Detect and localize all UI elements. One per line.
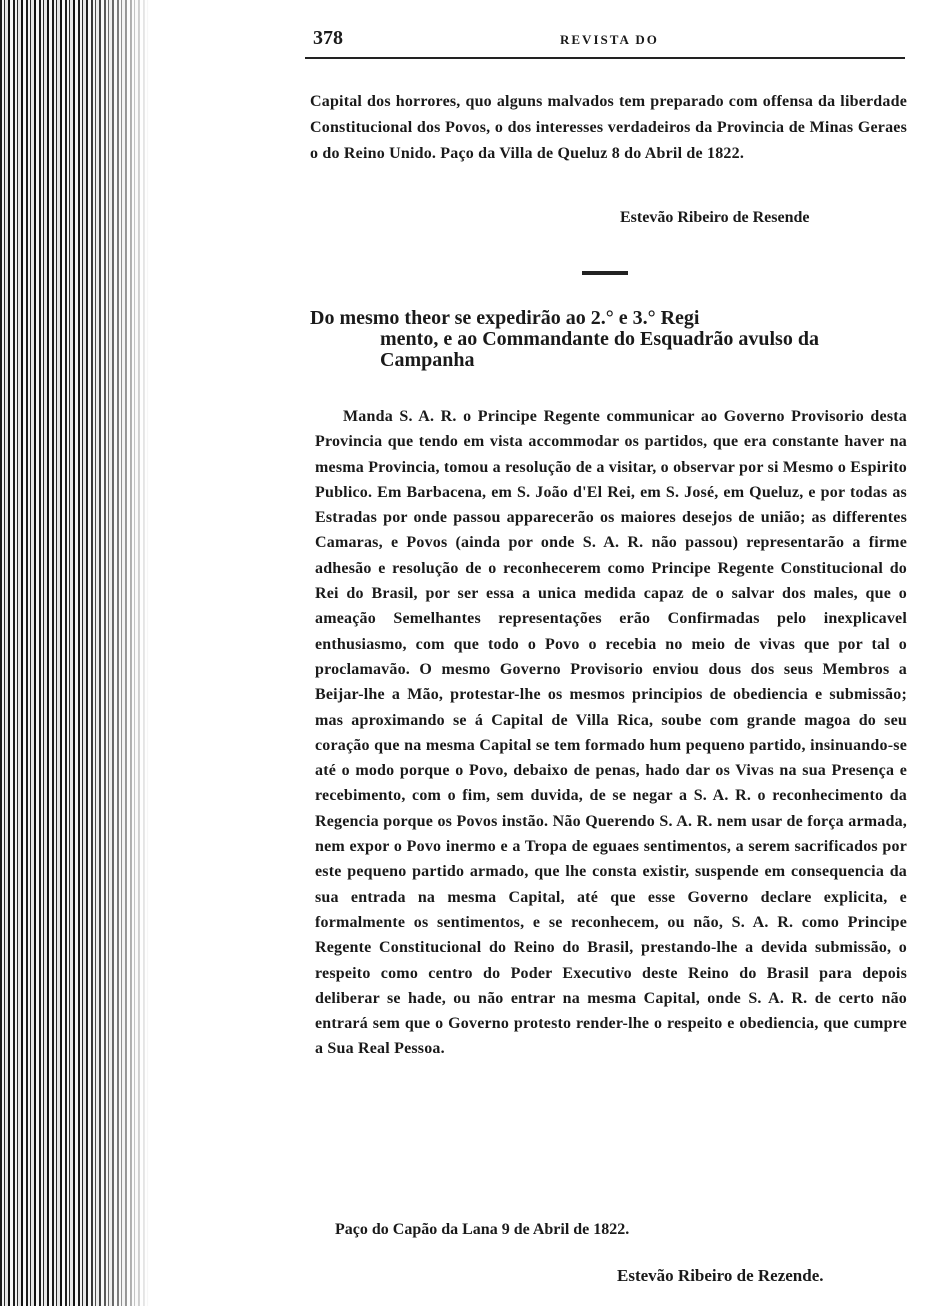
running-head: REVISTA DO [560,32,659,47]
place-and-date: Paço do Capão da Lana 9 de Abril de 1822. [335,1221,630,1238]
closing-signature: Estevão Ribeiro de Rezende. [617,1266,824,1285]
page-number: 378 [313,27,343,49]
book-page [305,0,905,1306]
section-title-continuation: mento, e ao Commandante do Esquadrão avulso da Campanha [380,328,819,371]
book-binding-edge [0,0,150,1306]
opening-paragraph: Capital dos horrores, quo alguns malvados tem preparado com offensa da liberdade Constitucional dos Povos, o dos interesses verdadeiros da Provincia de Minas Geraes o do Reino Unido. Paço da Villa de Queluz 8 do Abril de 1822. [310,93,907,162]
header-rule [305,57,905,59]
section-title [310,308,907,371]
main-paragraph: Manda S. A. R. o Principe Regente communicar ao Governo Provisorio desta Provincia que tendo em vista accommodar os partidos, que era constante haver na mesma Provincia, tomou a resolução de a visitar, o observar por si Mesmo o Espirito Publico. Em Barbacena, em S. João d'El Rei, em S. José, em Queluz, e por todas as Estradas por onde passou apparecerão os maiores desejos de união; as differentes Camaras, e Povos (ainda por onde S. A. R. não passou) representarão a firme adhesão e resolução de o reconhecerem como Principe Regente Constitucional do Rei do Brasil, por ser essa a unica medida capaz de o salvar dos males, que o ameação Semelhantes representações erão Confirmadas pelo inexplicavel enthusiasmo, com que todo o Povo o recebia no meio de vivas que por tal o proclamavão. O mesmo Governo Provisorio enviou dous dos seus Membros a Beijar-lhe a Mão, protestar-lhe os mesmos principios de obediencia e submissão; mas aproximando se á Capital de Villa Rica, soube com grande magoa do seu coração que na mesma Capital se tem formado hum pequeno partido, insinuando-se até o modo porque o Povo, debaixo de penas, hado dar os Vivas na sua Presença e recebimento, com o fim, sem duvida, de se negar a S. A. R. o reconhecimento da Regencia porque os Povos instão. Não Querendo S. A. R. nem usar de força armada, nem expor o Povo inermo e a Tropa de eguaes sentimentos, a serem sacrificados por este pequeno partido armado, que lhe consta existir, suspende em consequencia da sua entrada na mesma Capital, até que esse Governo declare explicita, e formalmente os sentimentos, e se reconhecem, ou não, S. A. R. como Principe Regente Constitucional do Reino do Brasil, prestando-lhe a devida submissão, o respeito como centro do Poder Executivo deste Reino do Brasil para depois deliberar se hade, ou não entrar na mesma Capital, onde S. A. R. de certo não entrará sem que o Governo protesto render-lhe o respeito e obediencia, que cumpre a Sua Real Pessoa. [315,408,907,1058]
section-title-first-line: Do mesmo theor se expedirão ao 2.° e 3.° Regi [310,307,700,329]
first-signature: Estevão Ribeiro de Resende [620,209,810,226]
section-separator [582,271,628,275]
